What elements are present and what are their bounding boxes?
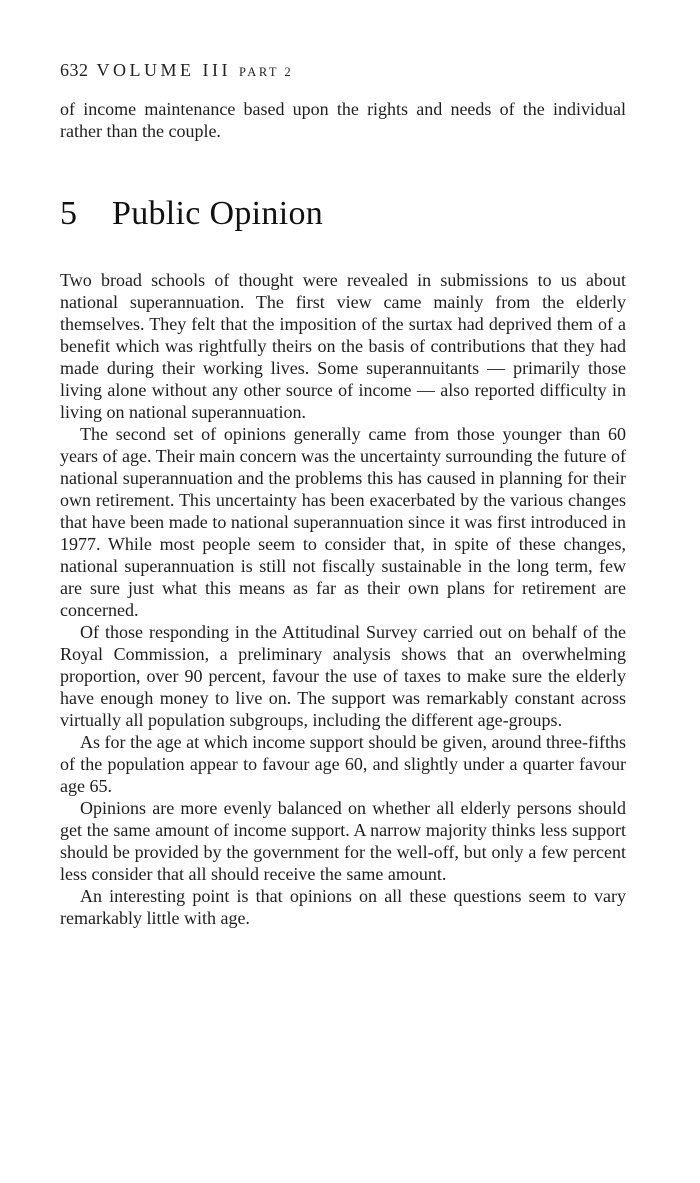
running-head: [60, 58, 626, 84]
body-paragraph-4: As for the age at which income support should be given, around three-fifths of the population appear to favour age 60, and slightly under a quarter favour age 65.: [60, 732, 626, 796]
section-heading: [60, 194, 626, 234]
volume-label: VOLUME III: [96, 60, 231, 80]
book-page: [60, 58, 626, 929]
body-paragraph-5: Opinions are more evenly balanced on whether all elderly persons should get the same amount of income support. A narrow majority thinks less support should be provided by the government for the well-off, but only a few percent less consider that all should receive the same amount.: [60, 798, 626, 884]
body-paragraph-3: Of those responding in the Attitudinal Survey carried out on behalf of the Royal Commission, a preliminary analysis shows that an overwhelming proportion, over 90 percent, favour the use of taxes to make sure the elderly have enough money to live on. The support was remarkably constant across virtually all population subgroups, including the different age-groups.: [60, 622, 626, 730]
section-number: 5: [60, 195, 78, 232]
body-paragraph-2: The second set of opinions generally came from those younger than 60 years of age. Their main concern was the uncertainty surrounding the future of national superannuation and the problems this has caused in planning for their own retirement. This uncertainty has been exacerbated by the various changes that have been made to national superannuation since it was first introduced in 1977. While most people seem to consider that, in spite of these changes, national superannuation is still not fiscally sustainable in the long term, few are sure just what this means as far as their own plans for retirement are concerned.: [60, 424, 626, 620]
continued-paragraph: of income maintenance based upon the rights and needs of the individual rather than the couple.: [60, 99, 626, 141]
part-word: PART: [238, 65, 279, 79]
part-label: [239, 65, 291, 79]
body-paragraph-1: Two broad schools of thought were revealed in submissions to us about national superannuation. The first view came mainly from the elderly themselves. They felt that the imposition of the surtax had deprived them of a benefit which was rightfully theirs on the basis of contributions that they had made during their working lives. Some superannuitants — primarily those living alone without any other source of income — also reported difficulty in living on national superannuation.: [60, 270, 626, 422]
page-number: 632: [60, 60, 89, 80]
part-number: 2: [284, 65, 291, 79]
section-title: Public Opinion: [112, 195, 324, 232]
body-paragraph-6: An interesting point is that opinions on all these questions seem to vary remarkably little with age.: [60, 886, 626, 928]
